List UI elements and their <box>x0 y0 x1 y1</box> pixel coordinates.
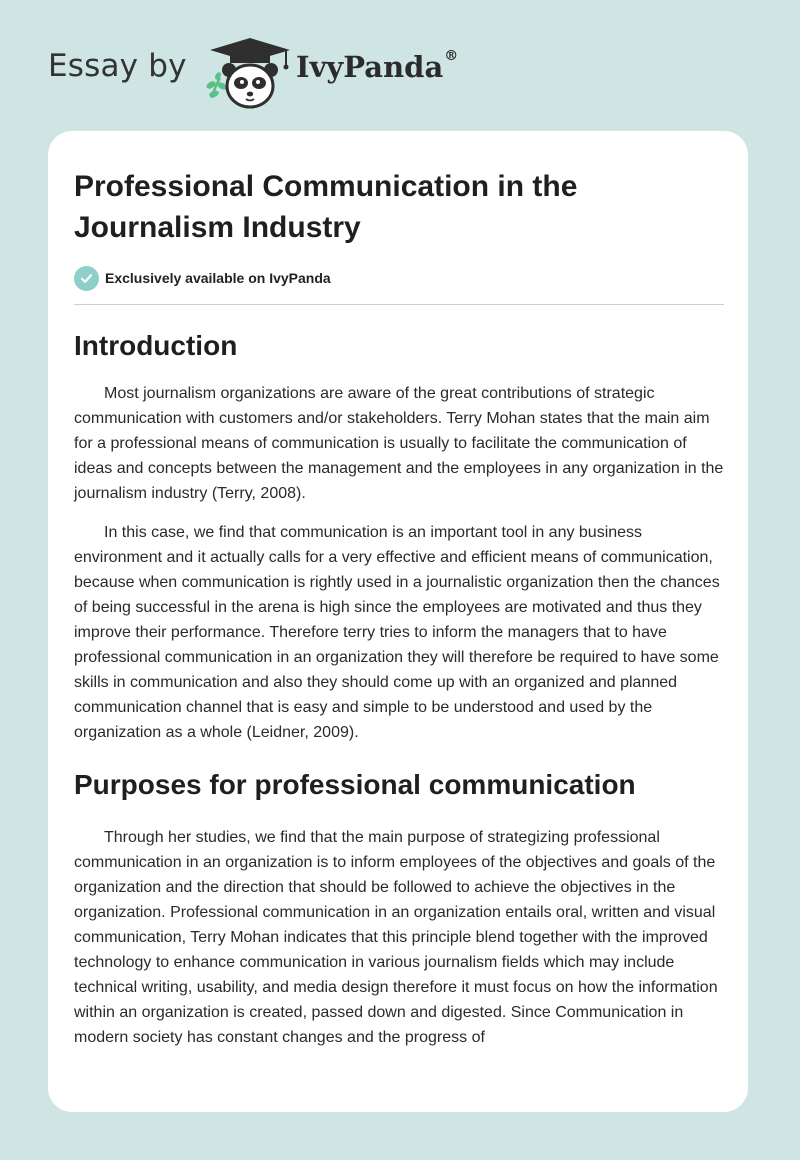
badge-label: Exclusively available on IvyPanda <box>105 270 331 286</box>
panda-logo-icon[interactable] <box>204 36 294 110</box>
brand-name[interactable]: IvyPanda® <box>296 48 459 84</box>
registered-mark: ® <box>444 48 459 64</box>
essay-title: Professional Communication in the Journalism Industry <box>74 170 578 244</box>
essay-content <box>74 166 724 1050</box>
essay-card <box>48 131 748 1112</box>
check-circle-icon <box>74 266 99 291</box>
section-heading-introduction: Introduction <box>74 330 238 361</box>
section-heading-purposes: Purposes for professional communication <box>74 769 636 800</box>
title-divider <box>74 304 724 305</box>
essay-by-label: Essay by <box>48 48 187 84</box>
paragraph: Most journalism organizations are aware of the great contributions of strategic communication with customers and/or stakeholders. Terry Mohan states that the main aim for a professional means of communication is usually to facilitate the communication of ideas and concepts between the management and the employees in any organization in the journalism industry (Terry, 2008). <box>74 385 724 502</box>
paragraph: Through her studies, we find that the main purpose of strategizing professional communication in an organization is to inform employees of the objectives and goals of the organization and the direction that should be followed to achieve the objectives in the organization. Professional communication in an organization entails oral, written and visual communication, Terry Mohan indicates that this principle blend together with the improved technology to enhance communication in various journalism fields which may include technical writing, usability, and media design therefore it must focus on how the information within an organization is created, passed down and digested. Since Communication in modern society has constant changes and the progress of <box>74 829 718 1046</box>
paragraph: In this case, we find that communication is an important tool in any business environment and it actually calls for a very effective and efficient means of communication, because when communication is rightly used in a journalistic organization then the chances of being successful in the arena is high since the employees are motivated and thus they improve their performance. Therefore terry tries to inform the managers that to have professional communication in an organization they will therefore be required to have some skills in communication and also they should come up with an organized and planned communication channel that is easy and simple to be understood and used by the organization as a whole (Leidner, 2009). <box>74 524 720 741</box>
leaf-icon <box>205 71 228 98</box>
site-header <box>48 36 508 116</box>
exclusive-badge <box>74 264 724 292</box>
panda-face-icon <box>222 63 278 107</box>
